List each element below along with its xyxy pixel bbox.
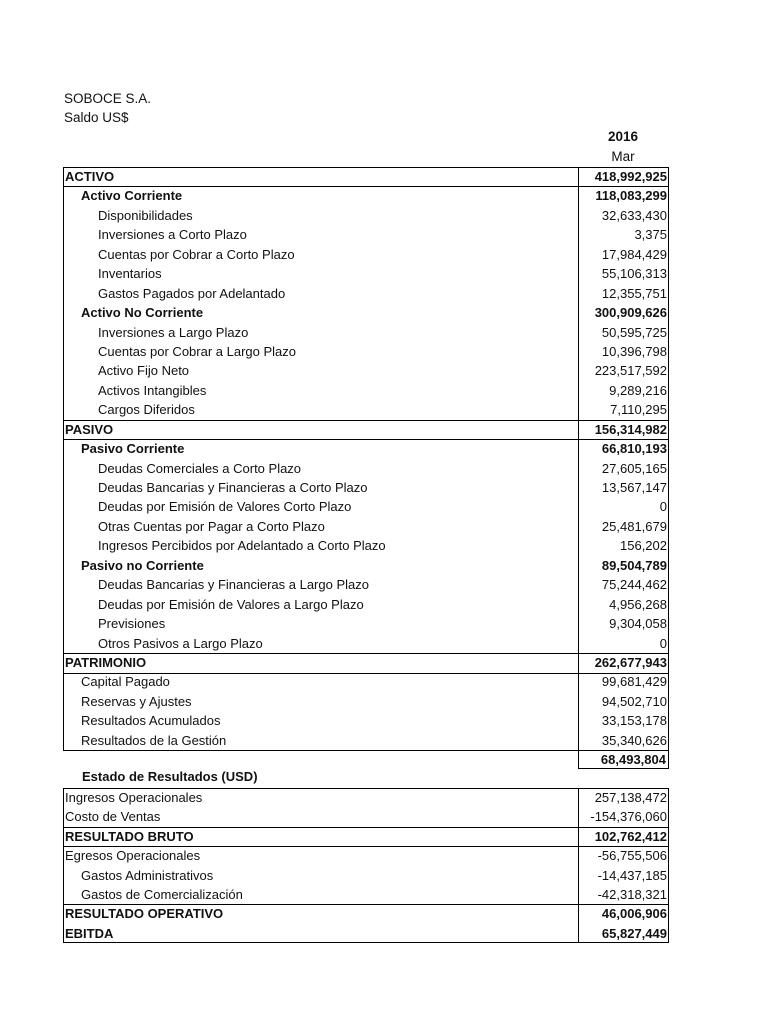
grid-line (63, 827, 669, 828)
row-label: Cuentas por Cobrar a Corto Plazo (98, 246, 295, 262)
row-value: 75,244,462 (601, 577, 667, 593)
row-value: 300,909,626 (594, 305, 667, 321)
row-label: EBITDA (65, 925, 114, 941)
row-value: 9,304,058 (609, 616, 667, 632)
row-value: 13,567,147 (601, 480, 667, 495)
row-label: Activos Intangibles (98, 382, 207, 398)
grid-line (668, 788, 669, 943)
row-label: PASIVO (65, 421, 114, 437)
grid-line (63, 788, 669, 789)
row-label: RESULTADO BRUTO (65, 828, 194, 844)
balance-sheet-table (63, 167, 669, 751)
row-value: 223,517,592 (594, 363, 667, 379)
row-label: Otros Pasivos a Largo Plazo (98, 635, 263, 651)
grid-line (63, 904, 669, 905)
row-value: 46,006,906 (601, 906, 667, 922)
row-value: 27,605,165 (601, 460, 667, 476)
grid-line (63, 846, 669, 847)
grid-line (578, 788, 579, 943)
row-label: Gastos Pagados por Adelantado (98, 285, 286, 301)
row-value: 418,992,925 (594, 169, 667, 184)
row-value: 156,202 (620, 538, 667, 554)
row-value: 94,502,710 (601, 693, 667, 709)
grid-line (668, 167, 669, 751)
row-label: Deudas por Emisión de Valores Corto Plazo (98, 499, 352, 515)
row-value: 257,138,472 (594, 790, 667, 805)
row-value: 262,677,943 (594, 654, 667, 670)
grid-line (63, 167, 669, 168)
row-label: RESULTADO OPERATIVO (65, 906, 224, 922)
month-header: Mar (611, 149, 635, 164)
row-value: 10,396,798 (601, 343, 667, 359)
row-label: Pasivo Corriente (81, 441, 185, 457)
grid-line (63, 788, 64, 943)
row-label: Deudas Bancarias y Financieras a Largo Plazo (98, 577, 369, 593)
row-label: Otras Cuentas por Pagar a Corto Plazo (98, 518, 325, 534)
row-label: Gastos Administrativos (81, 867, 214, 883)
row-value: 102,762,412 (594, 828, 667, 844)
row-label: Pasivo no Corriente (81, 557, 204, 573)
grid-line (63, 420, 669, 421)
row-value: 156,314,982 (594, 421, 667, 437)
net-total-value: 68,493,804 (600, 752, 666, 767)
row-label: Activo Corriente (81, 188, 183, 204)
grid-line (63, 673, 669, 674)
row-value: 0 (659, 635, 667, 651)
row-label: Inversiones a Largo Plazo (98, 324, 249, 340)
row-value: 4,956,268 (609, 596, 667, 612)
row-value: 55,106,313 (601, 266, 667, 282)
row-label: Activo No Corriente (81, 305, 204, 321)
row-label: Previsiones (98, 616, 166, 632)
row-label: Capital Pagado (81, 674, 170, 690)
grid-line (63, 942, 669, 943)
row-value: 118,083,299 (595, 188, 667, 204)
row-label: PATRIMONIO (65, 654, 147, 670)
year-header: 2016 (607, 129, 639, 144)
grid-line (63, 653, 669, 654)
row-label: Reservas y Ajustes (81, 693, 192, 709)
row-value: 7,110,295 (610, 402, 667, 418)
row-label: Deudas Bancarias y Financieras a Corto Plazo (98, 480, 368, 495)
row-value: 65,827,449 (601, 925, 667, 941)
row-label: Ingresos Operacionales (65, 790, 203, 805)
income-statement-title: Estado de Resultados (USD) (82, 769, 258, 784)
row-value: 89,504,789 (601, 557, 667, 573)
row-label: Egresos Operacionales (65, 848, 201, 864)
saldo-label: Saldo US$ (64, 110, 129, 125)
row-label: Resultados Acumulados (81, 713, 221, 729)
row-value: 12,355,751 (601, 285, 667, 301)
row-value: -42,318,321 (597, 886, 667, 902)
row-label: Cargos Diferidos (98, 402, 195, 418)
row-label: Cuentas por Cobrar a Largo Plazo (98, 343, 297, 359)
row-label: Ingresos Percibidos por Adelantado a Corto Plazo (98, 538, 386, 554)
row-label: Resultados de la Gestión (81, 732, 227, 748)
row-label: ACTIVO (65, 169, 115, 184)
row-value: 9,289,216 (609, 382, 667, 398)
row-value: 33,153,178 (601, 713, 667, 729)
row-label: Deudas Comerciales a Corto Plazo (98, 460, 302, 476)
row-value: 17,984,429 (601, 246, 667, 262)
row-value: 50,595,725 (601, 324, 667, 340)
grid-line (578, 167, 579, 751)
row-value: 35,340,626 (601, 732, 667, 748)
row-label: Deudas por Emisión de Valores a Largo Plazo (98, 596, 364, 612)
row-value: 25,481,679 (601, 518, 667, 534)
row-value: 99,681,429 (601, 674, 667, 690)
row-value: 66,810,193 (601, 441, 667, 457)
grid-line (63, 167, 64, 751)
row-value: 3,375 (634, 227, 667, 243)
row-value: -154,376,060 (590, 809, 667, 825)
row-label: Activo Fijo Neto (98, 363, 190, 379)
income-statement-table (63, 788, 669, 943)
row-value: -14,437,185 (597, 867, 667, 883)
company-name: SOBOCE S.A. (64, 91, 152, 106)
net-total-cell (578, 750, 669, 769)
row-value: -56,755,506 (597, 848, 667, 864)
row-label: Inversiones a Corto Plazo (98, 227, 247, 243)
row-value: 0 (659, 499, 667, 515)
grid-line (63, 439, 669, 440)
row-label: Disponibilidades (98, 207, 193, 223)
row-label: Costo de Ventas (65, 809, 161, 825)
grid-line (63, 186, 669, 187)
row-label: Inventarios (98, 266, 162, 282)
row-value: 32,633,430 (601, 207, 667, 223)
row-label: Gastos de Comercialización (81, 886, 243, 902)
